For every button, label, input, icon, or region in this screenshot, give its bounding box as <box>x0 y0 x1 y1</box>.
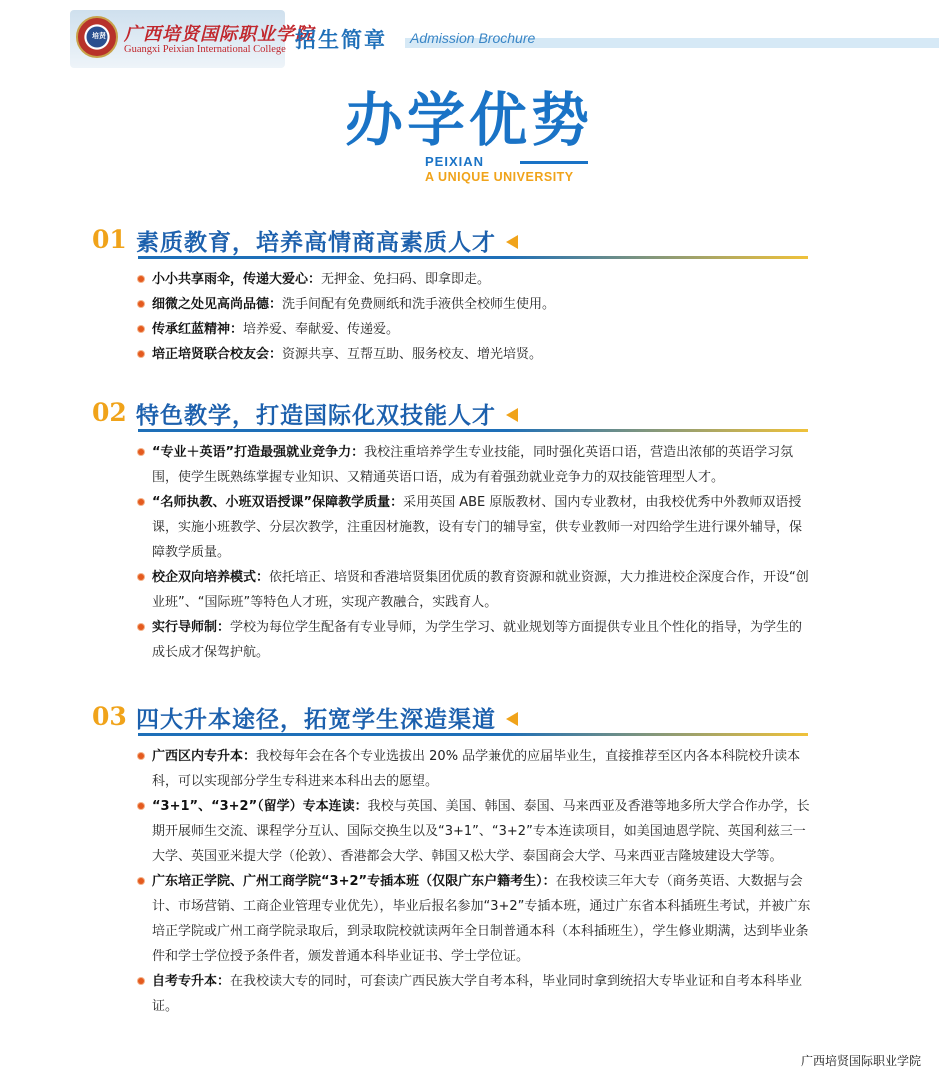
list-item: 培正培贤联合校友会：资源共享、互帮互助、服务校友、增光培贤。 <box>138 342 812 367</box>
section-header <box>92 398 812 434</box>
section-number: 01 <box>92 225 127 254</box>
arrow-left-icon <box>506 235 518 249</box>
section-title: 素质教育，培养高情商高素质人才 <box>136 224 518 257</box>
section-list <box>138 744 812 1019</box>
section-rule <box>138 256 808 259</box>
section-title: 特色教学，打造国际化双技能人才 <box>136 397 518 430</box>
college-logo <box>70 10 314 68</box>
page-subtitle-1: PEIXIAN <box>425 154 485 169</box>
brochure-title-cn: 招生简章 <box>295 28 387 52</box>
brochure-title-en: Admission Brochure <box>410 30 536 46</box>
section-02 <box>92 398 812 665</box>
arrow-left-icon <box>506 408 518 422</box>
section-01 <box>92 225 812 367</box>
section-03 <box>92 702 812 1019</box>
logo-chinese-name: 广西培贤国际职业学院 <box>124 24 314 45</box>
list-item: “3+1”、“3+2”（留学）专本连读：我校与英国、美国、韩国、泰国、马来西亚及香港等地多所大学合作办学，长期开展师生交流、课程学分互认、国际交换生以及“3+1”、“3+2”专本连读项目，如美国迪恩学院、英国利兹三一大学、英国亚米提大学（伦敦）、香港都会大学、韩国又松大学、泰国商会大学、马来西亚吉隆坡建设大学等。 <box>138 794 812 869</box>
logo-english-name: Guangxi Peixian International College <box>124 44 286 55</box>
list-item: 小小共享雨伞，传递大爱心：无押金、免扫码、即拿即走。 <box>138 267 812 292</box>
list-item: 实行导师制：学校为每位学生配备有专业导师，为学生学习、就业规划等方面提供专业且个性化的指导，为学生的成长成才保驾护航。 <box>138 615 812 665</box>
header-bar <box>0 0 939 80</box>
section-number: 03 <box>92 702 127 731</box>
list-item: 广西区内专升本：我校每年会在各个专业选拔出 20% 品学兼优的应届毕业生，直接推荐至区内各本科院校升读本科，可以实现部分学生专科进来本科出去的愿望。 <box>138 744 812 794</box>
section-title: 四大升本途径，拓宽学生深造渠道 <box>136 701 518 734</box>
college-seal-icon: 培贤 <box>76 16 118 58</box>
footer-college-name: 广西培贤国际职业学院 <box>800 1054 921 1068</box>
arrow-left-icon <box>506 712 518 726</box>
section-header <box>92 702 812 738</box>
list-item: “专业＋英语”打造最强就业竞争力：我校注重培养学生专业技能，同时强化英语口语，营造出浓郁的英语学习氛围，使学生既熟练掌握专业知识、又精通英语口语，成为有着强劲就业竞争力的双技能管理型人才。 <box>138 440 812 490</box>
subtitle-rule <box>520 161 588 164</box>
section-rule <box>138 429 808 432</box>
list-item: 细微之处见高尚品德：洗手间配有免费厕纸和洗手液供全校师生使用。 <box>138 292 812 317</box>
page-title: 办学优势 <box>345 86 594 154</box>
section-list <box>138 440 812 665</box>
list-item: “名师执教、小班双语授课”保障教学质量：采用英国 ABE 原版教材、国内专业教材，由我校优秀中外教师双语授课，实施小班教学、分层次教学，注重因材施教，设有专门的辅导室，供专业教师一对四给学生进行课外辅导，保障教学质量。 <box>138 490 812 565</box>
list-item: 校企双向培养模式：依托培正、培贤和香港培贤集团优质的教育资源和就业资源，大力推进校企深度合作，开设“创业班”、“国际班”等特色人才班，实现产教融合，实践育人。 <box>138 565 812 615</box>
section-rule <box>138 733 808 736</box>
list-item: 自考专升本：在我校读大专的同时，可套读广西民族大学自考本科，毕业同时拿到统招大专毕业证和自考本科毕业证。 <box>138 969 812 1019</box>
section-list <box>138 267 812 367</box>
list-item: 广东培正学院、广州工商学院“3+2”专插本班（仅限广东户籍考生）：在我校读三年大专（商务英语、大数据与会计、市场营销、工商企业管理专业优先），毕业后报名参加“3+2”专插本班，通过广东省本科插班生考试，并被广东培正学院或广州工商学院录取后，到录取院校就读两年全日制普通本科（本科插班生），学生修业期满，达到毕业条件和学士学位授予条件者，颁发普通本科毕业证书、学士学位证。 <box>138 869 812 969</box>
list-item: 传承红蓝精神：培养爱、奉献爱、传递爱。 <box>138 317 812 342</box>
section-number: 02 <box>92 398 127 427</box>
section-header <box>92 225 812 261</box>
page-subtitle-2: A UNIQUE UNIVERSITY <box>425 170 574 184</box>
